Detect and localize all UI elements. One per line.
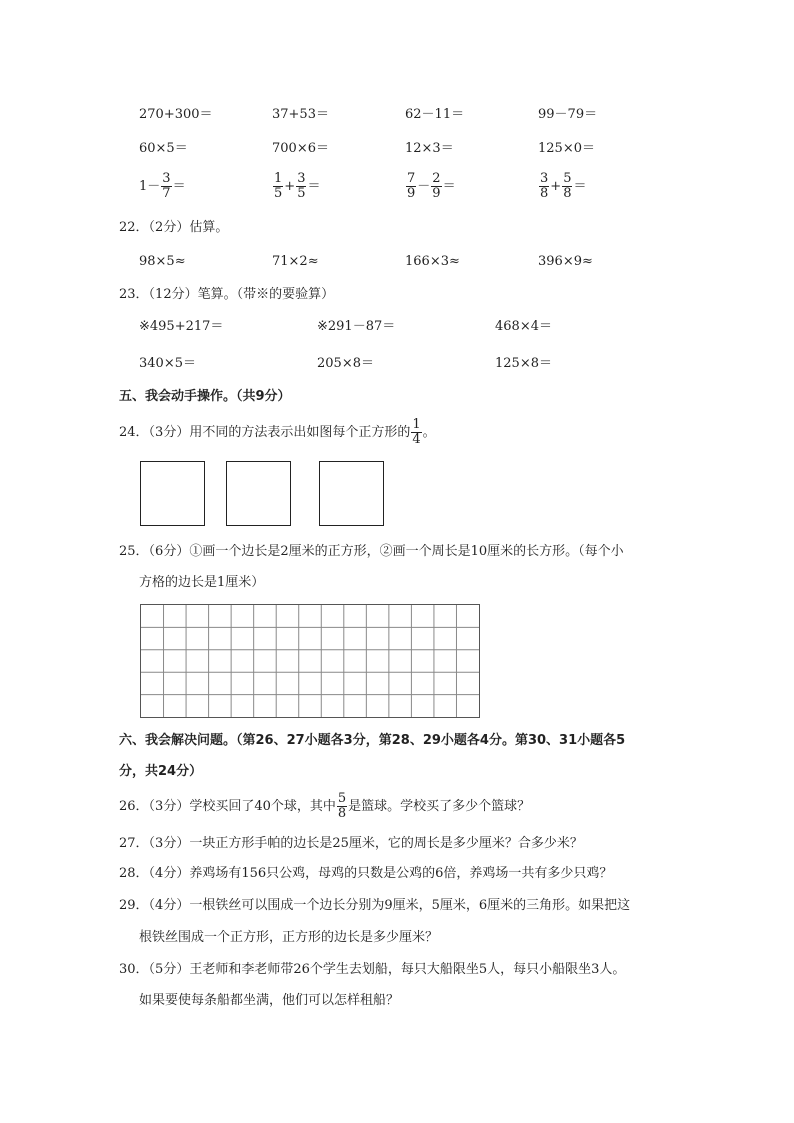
calc-item: 270+300＝ — [139, 107, 213, 122]
section-heading: 六、我会解决问题。（第26、27小题各3分，第28、29小题各4分。第30、31小题各5 — [119, 733, 626, 748]
square-shape — [140, 461, 205, 526]
question-29-line1: 29．（4分）一根铁丝可以围成一个边长分别为9厘米，5厘米，6厘米的三角形。如果把这 — [119, 898, 631, 913]
question-title: 23．（12分）笔算。（带※的要验算） — [119, 287, 335, 302]
calc-item: 700×6＝ — [272, 141, 329, 156]
estimate-item: 71×2≈ — [272, 254, 319, 269]
written-calc-item: 205×8＝ — [317, 356, 374, 371]
question-25-line1: 25．（6分）①画一个边长是2厘米的正方形，②画一个周长是10厘米的长方形。（每个小 — [119, 544, 624, 559]
question-30-line2: 如果要使每条船都坐满，他们可以怎样租船？ — [139, 993, 400, 1008]
fraction-calc-item: $\frac{1}{5}$ + $\frac{3}{5}$ ＝ — [274, 171, 321, 201]
question-24: 24．（3分）用不同的方法表示出如图每个正方形的 $\frac{1}{4}$ 。 — [119, 417, 436, 447]
fraction-calc-item: 1－ $\frac{3}{7}$ ＝ — [139, 171, 186, 201]
calc-item: 37+53＝ — [272, 107, 329, 122]
written-calc-item: 468×4＝ — [495, 319, 552, 334]
fraction-calc-item: $\frac{7}{9}$ － $\frac{2}{9}$ ＝ — [407, 171, 456, 201]
section-heading-cont: 分，共24分） — [119, 764, 203, 779]
question-27: 27．（3分）一块正方形手帕的边长是25厘米，它的周长是多少厘米？合多少米？ — [119, 836, 583, 851]
estimate-item: 98×5≈ — [139, 254, 186, 269]
question-26: 26．（3分）学校买回了40个球，其中 $\frac{5}{8}$ 是篮球。学校买了多少个篮球？ — [119, 791, 531, 821]
calc-item: 62－11＝ — [405, 107, 465, 122]
calc-item: 99－79＝ — [538, 107, 598, 122]
question-29-line2: 根铁丝围成一个正方形，正方形的边长是多少厘米？ — [139, 930, 439, 945]
written-calc-item: 125×8＝ — [495, 356, 552, 371]
estimate-item: 396×9≈ — [538, 254, 593, 269]
square-grid — [140, 604, 480, 718]
calc-item: 60×5＝ — [139, 141, 188, 156]
written-calc-item: ※495+217＝ — [139, 319, 224, 334]
fraction-calc-item: $\frac{3}{8}$ + $\frac{5}{8}$ ＝ — [540, 171, 587, 201]
calc-item: 125×0＝ — [538, 141, 595, 156]
estimate-item: 166×3≈ — [405, 254, 460, 269]
written-calc-item: 340×5＝ — [139, 356, 196, 371]
section-heading: 五、我会动手操作。（共9分） — [119, 389, 291, 404]
calc-item: 12×3＝ — [405, 141, 454, 156]
question-28: 28．（4分）养鸡场有156只公鸡，母鸡的只数是公鸡的6倍，养鸡场一共有多少只鸡？ — [119, 866, 613, 881]
question-25-line2: 方格的边长是1厘米） — [139, 575, 265, 590]
square-shape — [226, 461, 291, 526]
question-title: 22．（2分）估算。 — [119, 220, 229, 235]
question-30-line1: 30．（5分）王老师和李老师带26个学生去划船，每只大船限坐5人，每只小船限坐3人。 — [119, 962, 626, 977]
written-calc-item: ※291－87＝ — [317, 319, 396, 334]
square-shape — [319, 461, 384, 526]
